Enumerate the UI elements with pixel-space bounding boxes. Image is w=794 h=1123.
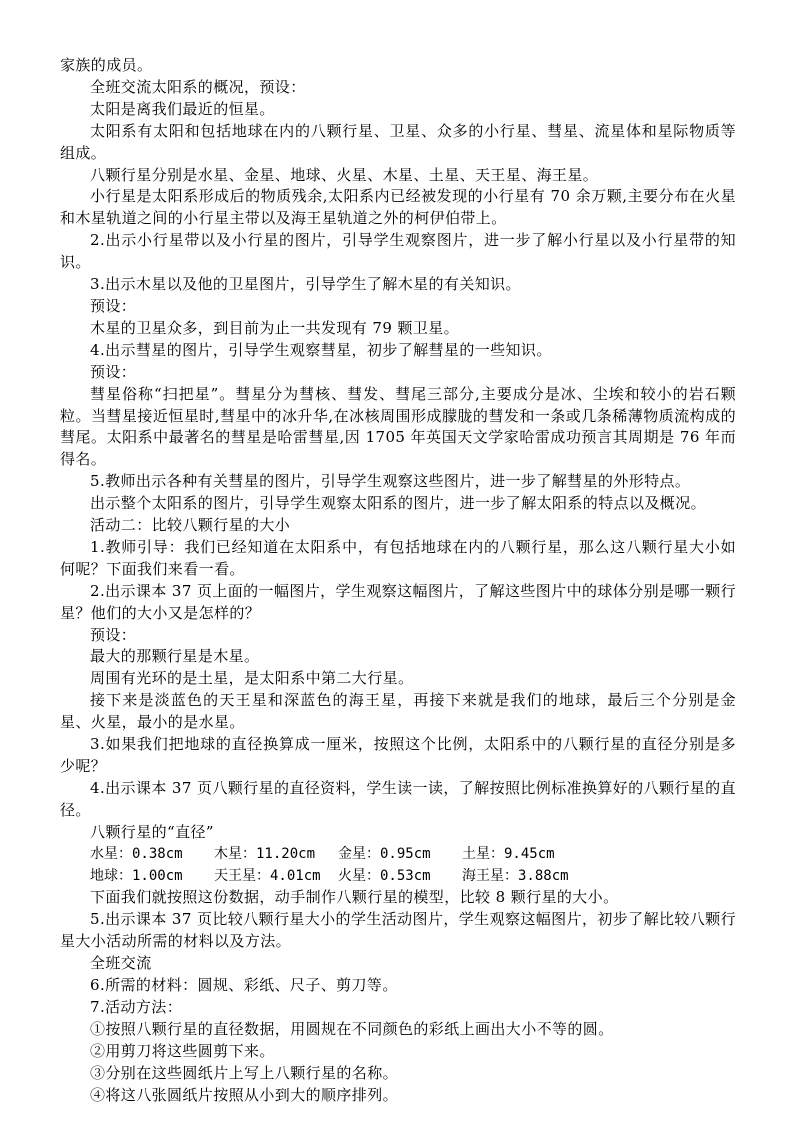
paragraph-preset-3: 预设：	[90, 625, 137, 644]
paragraph-preset-1: 预设：	[90, 296, 137, 315]
paragraph-class-exchange: 全班交流	[90, 954, 152, 973]
paragraph-solar-system-members: 太阳系有太阳和包括地球在内的八颗行星、卫星、众多的小行星、彗星、流星体和星际物质等组成。	[60, 121, 736, 162]
list-item-method-4: ④将这八张圆纸片按照从小到大的顺序排列。	[90, 1085, 399, 1104]
paragraph-eight-planets: 八颗行星分别是水星、金星、地球、火星、木星、土星、天王星、海王星。	[90, 165, 599, 184]
paragraph-preset-2: 预设：	[90, 362, 137, 381]
diameter-mercury: 水星：0.38cm	[90, 845, 183, 862]
paragraph-activity-step-5: 5.出示课本 37 页比较八颗行星大小的学生活动图片，学生观察这幅图片，初步了解比较八颗行星大小活动所需的材料以及方法。	[60, 910, 736, 951]
diameter-row-1	[60, 844, 736, 866]
diameter-mars: 火星：0.53cm	[338, 867, 431, 884]
paragraph-make-models: 下面我们就按照这份数据，动手制作八颗行星的模型，比较 8 颗行星的大小。	[90, 888, 619, 907]
paragraph-sun-nearest: 太阳是离我们最近的恒星。	[90, 99, 275, 118]
paragraph-step-2: 2.出示小行星带以及小行星的图片，引导学生观察图片，进一步了解小行星以及小行星带的知识。	[60, 231, 736, 272]
diameter-jupiter: 木星：11.20cm	[214, 845, 316, 862]
diameter-saturn: 土星：9.45cm	[462, 845, 555, 862]
document-page	[60, 55, 736, 1107]
paragraph-step-3: 3.出示木星以及他的卫星图片，引导学生了解木星的有关知识。	[90, 275, 521, 294]
paragraph-activity-step-1: 1.教师引导：我们已经知道在太阳系中，有包括地球在内的八颗行星，那么这八颗行星大小如何呢？下面我们来看一看。	[60, 537, 736, 578]
paragraph-planet-order: 接下来是淡蓝色的天王星和深蓝色的海王星，再接下来就是我们的地球，最后三个分别是金星、火星，最小的是水星。	[60, 691, 736, 732]
diameter-neptune: 海王星：3.88cm	[462, 867, 569, 884]
paragraph-activity-step-4: 4.出示课本 37 页八颗行星的直径资料，学生读一读，了解按照比例标准换算好的八颗行星的直径。	[60, 778, 736, 819]
paragraph-step-5: 5.教师出示各种有关彗星的图片，引导学生观察这些图片，进一步了解彗星的外形特点。	[90, 472, 691, 491]
list-item-method-2: ②用剪刀将这些圆剪下来。	[90, 1041, 275, 1060]
diameter-row-2	[60, 866, 736, 888]
paragraph-solar-system-picture: 出示整个太阳系的图片，引导学生观察太阳系的图片，进一步了解太阳系的特点以及概况。	[90, 494, 707, 513]
paragraph-method-heading: 7.活动方法：	[90, 997, 183, 1016]
paragraph-class-discussion: 全班交流太阳系的概况，预设：	[90, 77, 306, 96]
paragraph-activity-step-2: 2.出示课本 37 页上面的一幅图片，学生观察这幅图片，了解这些图片中的球体分别是哪一颗行星？他们的大小又是怎样的？	[60, 581, 736, 622]
list-item-method-1: ①按照八颗行星的直径数据，用圆规在不同颜色的彩纸上画出大小不等的圆。	[90, 1019, 614, 1038]
paragraph-comets: 彗星俗称“扫把星”。彗星分为彗核、彗发、彗尾三部分,主要成分是冰、尘埃和较小的岩石颗粒。当彗星接近恒星时,彗星中的冰升华,在冰核周围形成朦胧的彗发和一条或几条稀薄物质流构成的彗尾。太阳系中最著名的彗星是哈雷彗星,因 1705 年英国天文学家哈雷成功预言其周期是 76 年而得名。	[60, 384, 736, 469]
paragraph-step-4: 4.出示彗星的图片，引导学生观察彗星，初步了解彗星的一些知识。	[90, 340, 552, 359]
paragraph-materials: 6.所需的材料：圆规、彩纸、尺子、剪刀等。	[90, 976, 398, 995]
paragraph-jupiter-moons: 木星的卫星众多，到目前为止一共发现有 79 颗卫星。	[90, 318, 460, 337]
diameter-earth: 地球：1.00cm	[90, 867, 183, 884]
paragraph-saturn: 周围有光环的是土星，是太阳系中第二大行星。	[90, 669, 414, 688]
diameter-venus: 金星：0.95cm	[338, 845, 431, 862]
diameter-uranus: 天王星：4.01cm	[214, 867, 321, 884]
list-item-method-3: ③分别在这些圆纸片上写上八颗行星的名称。	[90, 1063, 399, 1082]
paragraph-largest-planet: 最大的那颗行星是木星。	[90, 647, 260, 666]
paragraph-asteroids: 小行星是太阳系形成后的物质残余,太阳系内已经被发现的小行星有 70 余万颗,主要分布在火星和木星轨道之间的小行星主带以及海王星轨道之外的柯伊伯带上。	[60, 187, 736, 228]
heading-activity-2: 活动二：比较八颗行星的大小	[90, 516, 291, 535]
paragraph-intro-end: 家族的成员。	[60, 56, 153, 74]
heading-diameters: 八颗行星的“直径”	[90, 822, 214, 841]
paragraph-activity-step-3: 3.如果我们把地球的直径换算成一厘米，按照这个比例，太阳系中的八颗行星的直径分别是多少呢？	[60, 735, 736, 775]
